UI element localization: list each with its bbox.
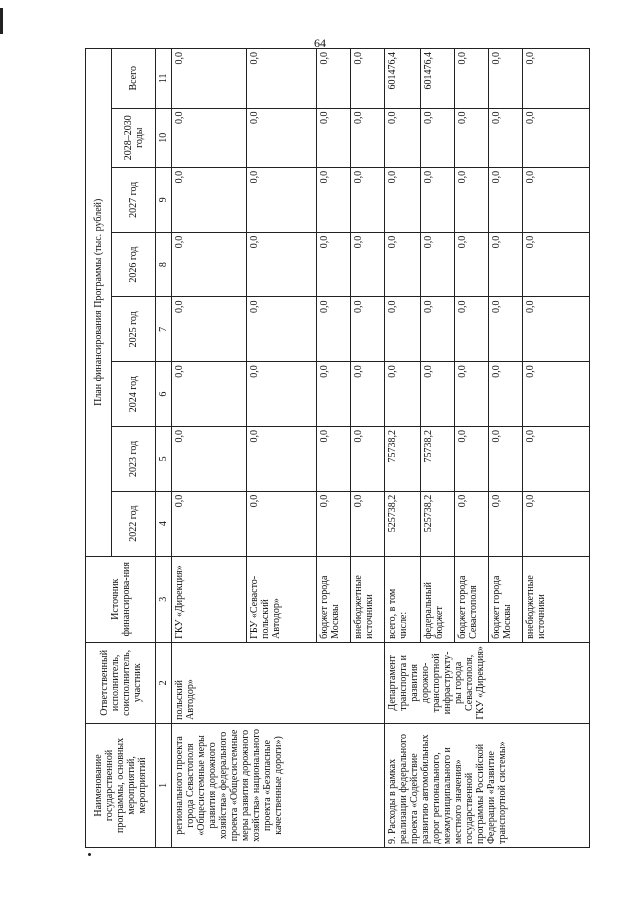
value-cell: 0,0: [247, 108, 317, 167]
value-cell: 0,0: [523, 167, 590, 232]
value-cell: 0,0: [351, 297, 385, 362]
measure-executor: Департамент транспорта и развития дорожно-транспортной инфраструкту-ры города Севастополя, ГКУ «Дирекция»: [385, 642, 590, 723]
value-cell: 0,0: [455, 108, 489, 167]
value-cell: 0,0: [421, 108, 455, 167]
source-cell: внебюджетные источники: [523, 556, 590, 642]
value-cell: 0,0: [317, 491, 351, 556]
value-cell: 0,0: [523, 362, 590, 427]
value-cell: 0,0: [317, 426, 351, 491]
value-cell: 0,0: [385, 232, 421, 297]
source-cell: бюджет города Москвы: [489, 556, 523, 642]
value-cell: 0,0: [351, 167, 385, 232]
value-cell: 0,0: [317, 297, 351, 362]
value-cell: 0,0: [421, 362, 455, 427]
header-executor: Ответственный исполнитель, соисполнитель, участник: [86, 642, 156, 723]
value-cell: 0,0: [385, 297, 421, 362]
value-cell: 0,0: [455, 49, 489, 109]
value-cell: 0,0: [172, 426, 247, 491]
value-cell: 0,0: [455, 362, 489, 427]
value-cell: 0,0: [247, 49, 317, 109]
value-cell: 0,0: [317, 108, 351, 167]
value-cell: 0,0: [172, 108, 247, 167]
column-number: 3: [156, 556, 172, 642]
value-cell: 0,0: [385, 108, 421, 167]
source-cell: бюджет города Севастополя: [455, 556, 489, 642]
rotated-table-wrapper: [85, 48, 590, 848]
value-cell: 0,0: [489, 108, 523, 167]
value-cell: 0,0: [421, 167, 455, 232]
value-cell: 0,0: [172, 232, 247, 297]
value-cell: 0,0: [523, 491, 590, 556]
measure-name: 9. Расходы в рамках реализации федерального проекта «Содействие развитию автомобильных дорог регионального, межмуниципального и местного значения» государственной программы Российской Федерации «Развитие транспортной системы»: [385, 723, 590, 847]
header-year: 2026 год: [112, 232, 156, 297]
source-cell: федеральный бюджет: [421, 556, 455, 642]
header-year: 2022 год: [112, 491, 156, 556]
value-cell: 0,0: [172, 297, 247, 362]
value-cell: 75738,2: [385, 426, 421, 491]
source-cell: ГБУ «Севасто-польский Автодор»: [247, 556, 317, 642]
value-cell: 0,0: [489, 49, 523, 109]
header-name: Наименование государственной программы, основных мероприятий, мероприятий: [86, 723, 156, 847]
value-cell: 601476,4: [421, 49, 455, 109]
header-year: 2025 год: [112, 297, 156, 362]
value-cell: 0,0: [523, 426, 590, 491]
measure-name: регионального проекта города Севастополя «Общесистемные меры развития дорожного хозяйства» федерального проекта «Общесистемные меры развития дорожного хозяйства» национального проекта «Безопасные качественные дороги»): [172, 723, 385, 847]
page-edge-mark: [0, 8, 3, 34]
value-cell: 0,0: [385, 167, 421, 232]
column-number: 1: [156, 723, 172, 847]
value-cell: 0,0: [172, 167, 247, 232]
table-row: [385, 49, 421, 848]
header-plan: План финансирования Программы (тыс. рублей): [86, 49, 112, 557]
value-cell: 0,0: [489, 297, 523, 362]
value-cell: 0,0: [317, 362, 351, 427]
column-number: 2: [156, 642, 172, 723]
column-number: 11: [156, 49, 172, 109]
value-cell: 0,0: [247, 362, 317, 427]
column-number: 6: [156, 362, 172, 427]
header-year: 2023 год: [112, 426, 156, 491]
value-cell: 0,0: [489, 167, 523, 232]
value-cell: 0,0: [172, 362, 247, 427]
value-cell: 0,0: [489, 232, 523, 297]
column-number: 8: [156, 232, 172, 297]
value-cell: 0,0: [247, 491, 317, 556]
column-number: 5: [156, 426, 172, 491]
source-cell: всего, в том числе:: [385, 556, 421, 642]
value-cell: 0,0: [247, 297, 317, 362]
value-cell: 0,0: [455, 167, 489, 232]
value-cell: 0,0: [172, 49, 247, 109]
value-cell: 0,0: [489, 362, 523, 427]
value-cell: 0,0: [421, 297, 455, 362]
value-cell: 525738,2: [421, 491, 455, 556]
header-source: Источник финансирова-ния: [86, 556, 156, 642]
header-total: Всего: [112, 49, 156, 109]
header-year: 2024 год: [112, 362, 156, 427]
value-cell: 0,0: [523, 108, 590, 167]
value-cell: 0,0: [523, 232, 590, 297]
table-row: [172, 49, 247, 848]
column-number-row: [156, 49, 172, 848]
column-number: 10: [156, 108, 172, 167]
value-cell: 0,0: [247, 232, 317, 297]
value-cell: 0,0: [351, 426, 385, 491]
column-number: 7: [156, 297, 172, 362]
scan-dot: [88, 853, 91, 856]
value-cell: 0,0: [523, 49, 590, 109]
value-cell: 0,0: [351, 232, 385, 297]
header-row-1: [86, 49, 112, 848]
header-year: 2028–2030 годы: [112, 108, 156, 167]
value-cell: 0,0: [351, 491, 385, 556]
page-number: 64: [314, 36, 326, 50]
value-cell: 0,0: [247, 167, 317, 232]
value-cell: 0,0: [351, 49, 385, 109]
value-cell: 0,0: [455, 426, 489, 491]
value-cell: 75738,2: [421, 426, 455, 491]
value-cell: 0,0: [351, 108, 385, 167]
value-cell: 601476,4: [385, 49, 421, 109]
column-number: 4: [156, 491, 172, 556]
value-cell: 0,0: [351, 362, 385, 427]
header-year: 2027 год: [112, 167, 156, 232]
value-cell: 0,0: [455, 297, 489, 362]
measure-executor: польский Автодор»: [172, 642, 385, 723]
value-cell: 0,0: [421, 232, 455, 297]
source-cell: бюджет города Москвы: [317, 556, 351, 642]
column-number: 9: [156, 167, 172, 232]
source-cell: ГКУ «Дирекция»: [172, 556, 247, 642]
value-cell: 0,0: [247, 426, 317, 491]
value-cell: 525738,2: [385, 491, 421, 556]
financing-table: [85, 48, 590, 848]
value-cell: 0,0: [455, 232, 489, 297]
source-cell: внебюджетные источники: [351, 556, 385, 642]
value-cell: 0,0: [455, 491, 489, 556]
value-cell: 0,0: [489, 491, 523, 556]
value-cell: 0,0: [317, 49, 351, 109]
value-cell: 0,0: [489, 426, 523, 491]
value-cell: 0,0: [385, 362, 421, 427]
value-cell: 0,0: [317, 232, 351, 297]
value-cell: 0,0: [317, 167, 351, 232]
value-cell: 0,0: [523, 297, 590, 362]
value-cell: 0,0: [172, 491, 247, 556]
